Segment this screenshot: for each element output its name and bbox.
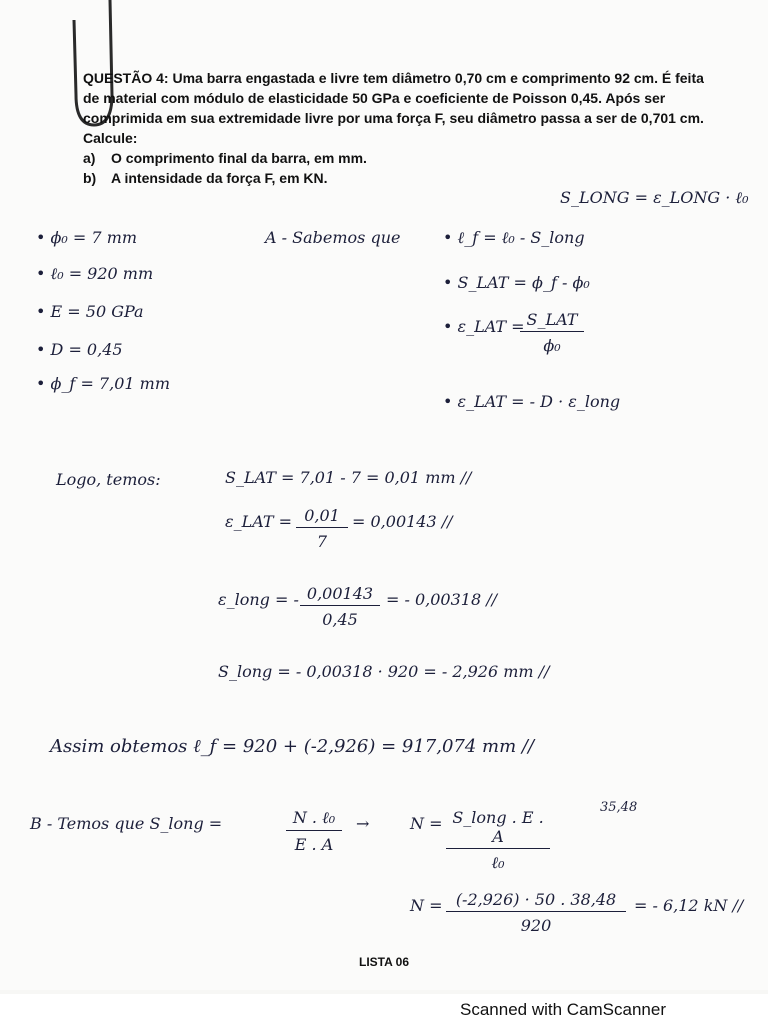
calc-slong: S_long = - 0,00318 · 920 = - 2,926 mm // (218, 662, 550, 681)
question-item-a: a) O comprimento final da barra, em mm. (83, 150, 367, 166)
given-e: • E = 50 GPa (36, 302, 144, 321)
calc-elat-fraction: $\frac{0,01}{7}$ (296, 506, 348, 551)
part-b-n-lhs: N = (410, 814, 443, 833)
part-b-final-lhs: N = (410, 896, 443, 915)
logo-temos: Logo, temos: (56, 470, 161, 489)
question-line: de material com módulo de elasticidade 50 GPa e coeficiente de Poisson 0,45. Após ser (83, 90, 666, 106)
given-phi0: • ϕ₀ = 7 mm (36, 228, 138, 247)
given-d: • D = 0,45 (36, 340, 123, 359)
part-b-final-rhs: = - 6,12 kN // (634, 896, 744, 915)
question-item-b: b) A intensidade da força F, em KN. (83, 170, 328, 186)
watermark-text: Scanned with CamScanner (460, 1000, 667, 1019)
part-b-final-fraction: $\frac{(-2,926) \cdot 50 . 38,48}{920}$ (446, 890, 626, 935)
formula-poisson: • ε_LAT = - D · ε_long (443, 392, 621, 411)
page-footer: LISTA 06 (358, 955, 409, 969)
part-a-intro: A - Sabemos que (265, 228, 401, 247)
calc-elat-rhs: = 0,00143 // (352, 512, 453, 531)
calc-elat-lhs: ε_LAT = (225, 512, 293, 531)
question-block (83, 68, 743, 188)
question-line: Calcule: (83, 130, 138, 146)
calc-assim: Assim obtemos ℓ_f = 920 + (-2,926) = 917,074 mm // (50, 736, 535, 757)
calc-elong-lhs: ε_long = - (218, 590, 299, 609)
formula-elat-lhs: • ε_LAT = (443, 317, 525, 336)
calc-elong-rhs: = - 0,00318 // (386, 590, 498, 609)
part-b-fraction-2: S_long . E . A ℓ₀ (446, 808, 550, 873)
calc-elong-fraction: $\frac{0,00143}{0,45}$ (300, 584, 380, 629)
arrow-icon: → (356, 814, 370, 833)
part-b-intro: B - Temos que S_long = (30, 814, 223, 833)
formula-lf: • ℓ_f = ℓ₀ - S_long (443, 228, 585, 247)
watermark-bar (0, 994, 768, 1024)
slong-note: S_LONG = ε_LONG · ℓ₀ (560, 188, 749, 207)
area-note: 35,48 (600, 800, 638, 815)
part-b-fraction-1: N . ℓ₀ E . A (286, 808, 342, 854)
question-line: comprimida em sua extremidade livre por uma força F, seu diâmetro passa a ser de 0,701 cm. (83, 110, 704, 126)
formula-elat-fraction: S_LAT ϕ₀ (520, 310, 584, 355)
given-l0: • ℓ₀ = 920 mm (36, 264, 154, 283)
question-line: QUESTÃO 4: Uma barra engastada e livre tem diâmetro 0,70 cm e comprimento 92 cm. É feita (83, 70, 704, 86)
formula-slat: • S_LAT = ϕ_f - ϕ₀ (443, 273, 590, 292)
given-phif: • ϕ_f = 7,01 mm (36, 374, 170, 393)
calc-slat: S_LAT = 7,01 - 7 = 0,01 mm // (225, 468, 472, 487)
